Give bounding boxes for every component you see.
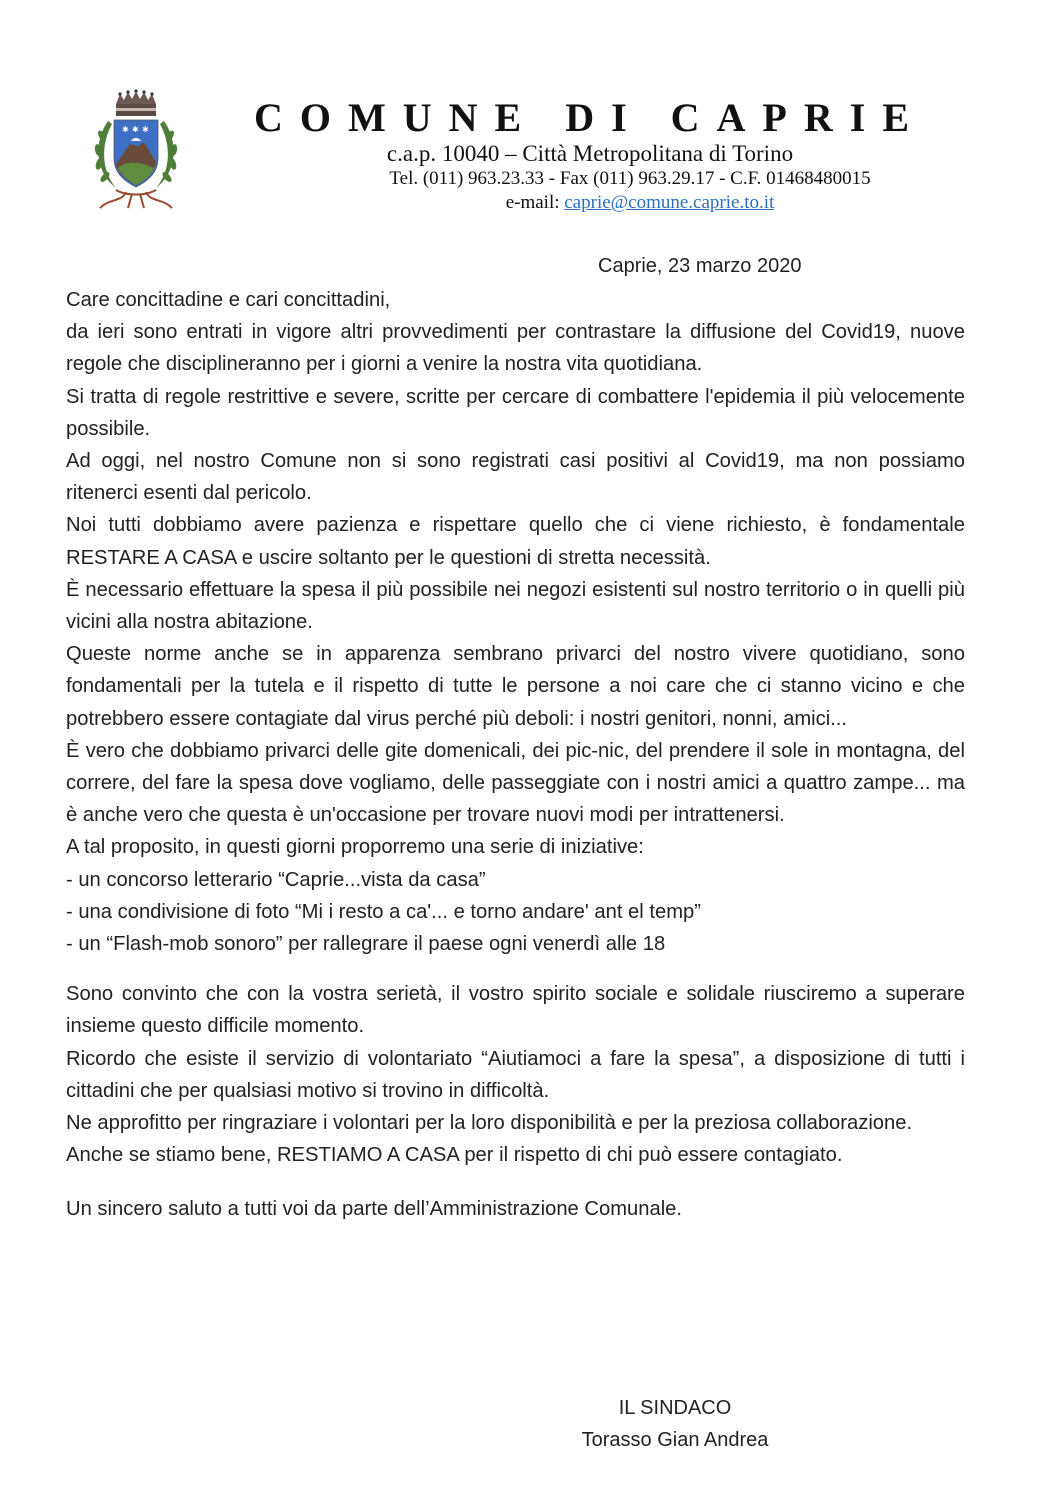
letter-date: Caprie, 23 marzo 2020 xyxy=(598,255,802,277)
paragraph: da ieri sono entrati in vigore altri provvedimenti per contrastare la diffusione del Covid19, nuove regole che disciplineranno per i giorni a venire la nostra vita quotidiana. xyxy=(66,321,965,376)
closing-paragraph: Sono convinto che con la vostra serietà, il vostro spirito sociale e solidale riusciremo a superare insieme questo difficile momento. xyxy=(66,983,965,1038)
email-label: e-mail: xyxy=(505,192,565,213)
greeting: Un sincero saluto a tutti voi da parte dell’Amministrazione Comunale. xyxy=(66,1198,683,1221)
signature-name: Torasso Gian Andrea xyxy=(581,1429,769,1451)
salutation: Care concittadine e cari concittadini, xyxy=(66,289,391,311)
signature-block xyxy=(560,1392,790,1456)
paragraph: Si tratta di regole restrittive e severe, scritte per cercare di combattere l'epidemia il più velocemente possibile. xyxy=(66,385,965,440)
ribbon-icon xyxy=(100,190,172,208)
email-link[interactable]: caprie@comune.caprie.to.it xyxy=(564,192,775,213)
signature-role: IL SINDACO xyxy=(618,1397,732,1419)
paragraph: È necessario effettuare la spesa il più possibile nei negozi esistenti sul nostro territorio o in quelli più vicini alla nostra abitazione. xyxy=(66,578,965,634)
shield-icon xyxy=(114,120,158,187)
initiative-item: - una condivisione di foto “Mi i resto a ca'... e torno andare' ant el temp” xyxy=(66,900,701,923)
municipality-title: COMUNE DI CAPRIE xyxy=(254,95,926,140)
paragraph: Noi tutti dobbiamo avere pazienza e rispettare quello che ci viene richiesto, è fondamentale RESTARE A CASA e uscire soltanto per le questioni di stretta necessità. xyxy=(66,514,965,569)
crown-icon xyxy=(116,89,156,116)
postal-address: c.a.p. 10040 – Città Metropolitana di Torino xyxy=(386,141,794,166)
letter-body xyxy=(66,284,965,1226)
coat-of-arms-icon xyxy=(86,86,186,221)
svg-text:✱: ✱ xyxy=(132,125,139,134)
initiative-item: - un “Flash-mob sonoro” per rallegrare il paese ogni venerdì alle 18 xyxy=(66,933,666,956)
svg-text:✱: ✱ xyxy=(122,125,129,134)
paragraph: Queste norme anche se in apparenza sembrano privarci del nostro vivere quotidiano, sono fondamentali per la tutela e il rispetto di tutte le persone a noi care che ci stanno vicino e che potrebbero essere contagiate dal virus perché più deboli: i nostri genitori, nonni, amici... xyxy=(66,643,965,730)
closing-paragraph: Ne approfitto per ringraziare i volontari per la loro disponibilità e per la preziosa collaborazione. xyxy=(66,1112,913,1135)
email-line xyxy=(320,191,960,215)
closing-paragraph: Ricordo che esiste il servizio di volontariato “Aiutiamoci a fare la spesa”, a disposizione di tutti i cittadini che per qualsiasi motivo si trovino in difficoltà. xyxy=(66,1047,965,1102)
paragraph: A tal proposito, in questi giorni proporremo una serie di iniziative: xyxy=(66,836,644,859)
paragraph: Ad oggi, nel nostro Comune non si sono registrati casi positivi al Covid19, ma non possiamo ritenerci esenti dal pericolo. xyxy=(66,450,965,505)
initiative-item: - un concorso letterario “Caprie...vista da casa” xyxy=(66,868,486,891)
contact-numbers: Tel. (011) 963.23.33 - Fax (011) 963.29.17 - C.F. 01468480015 xyxy=(389,168,871,189)
paragraph: È vero che dobbiamo privarci delle gite domenicali, dei pic-nic, del prendere il sole in montagna, del correre, del fare la spesa dove vogliamo, delle passeggiate con i nostri amici a quattro zampe... ma è anche vero che questa è un'occasione per trovare nuovi modi per intrattenersi. xyxy=(66,739,965,827)
letterhead xyxy=(200,95,960,215)
svg-text:✱: ✱ xyxy=(142,125,149,134)
closing-paragraph: Anche se stiamo bene, RESTIAMO A CASA per il rispetto di chi può essere contagiato. xyxy=(66,1144,843,1167)
